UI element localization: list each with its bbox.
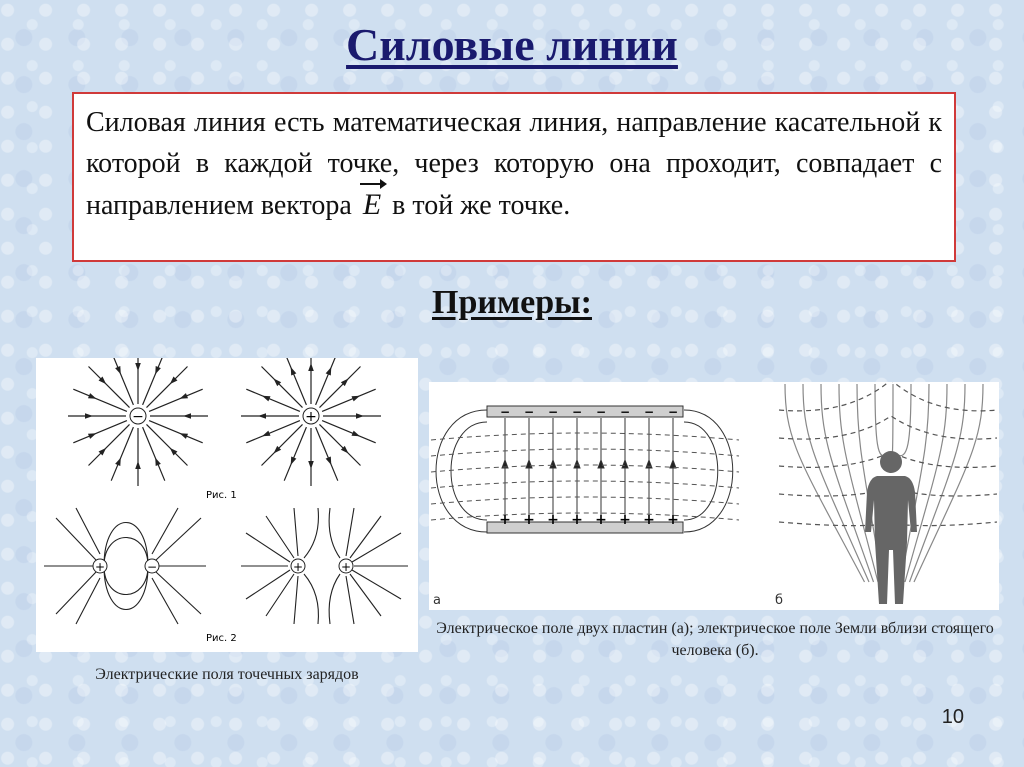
field-arrow bbox=[262, 431, 270, 437]
plate-minus-sign: − bbox=[571, 405, 583, 419]
like-charge-2-sign: + bbox=[340, 560, 352, 574]
earth-field-line bbox=[914, 384, 983, 582]
like-charges-field bbox=[241, 508, 408, 624]
field-line bbox=[246, 421, 300, 443]
field-line bbox=[143, 427, 165, 481]
dipole-field bbox=[44, 508, 206, 624]
right-figure-caption: Электрическое поле двух пластин (а); электрическое поле Земли вблизи стоящего человека (б). bbox=[436, 620, 994, 659]
field-line bbox=[316, 427, 338, 481]
field-arrow bbox=[85, 413, 93, 419]
field-line bbox=[146, 424, 187, 465]
field-arrow bbox=[88, 393, 96, 399]
field-line bbox=[319, 367, 360, 408]
field-arrow bbox=[180, 433, 188, 439]
field-line bbox=[246, 389, 300, 411]
earth-field-line bbox=[803, 384, 869, 582]
definition-text-before: Силовая линия есть математическая линия, направление касательной к которой в каждой точке, через которую она проходит, совпадает с направлением вектора bbox=[86, 107, 942, 221]
field-line bbox=[322, 389, 376, 411]
equipotential-line bbox=[431, 449, 739, 456]
field-arrow bbox=[326, 457, 332, 465]
field-line bbox=[319, 424, 360, 465]
field-arrow bbox=[88, 433, 96, 439]
field-line bbox=[316, 358, 338, 405]
field-arrow bbox=[135, 461, 141, 469]
field-arrow bbox=[258, 413, 266, 419]
field-arrow bbox=[155, 458, 161, 466]
plate-plus-sign: + bbox=[499, 512, 511, 528]
plate-field-arrow bbox=[646, 460, 652, 468]
earth-equipotential-line bbox=[779, 416, 997, 439]
plate-plus-sign: + bbox=[595, 512, 607, 528]
field-line bbox=[284, 358, 306, 405]
slide-title: Силовые линии bbox=[346, 19, 678, 70]
field-arrow bbox=[352, 431, 360, 437]
field-arrow bbox=[308, 461, 314, 469]
field-line bbox=[89, 367, 130, 408]
fig2-label: Рис. 2 bbox=[206, 633, 237, 644]
field-arrow bbox=[291, 457, 297, 465]
field-arrow bbox=[115, 458, 121, 466]
equipotential-line bbox=[431, 481, 739, 488]
plate-minus-sign: − bbox=[523, 405, 535, 419]
point-charges-figure bbox=[36, 358, 418, 652]
field-line bbox=[73, 421, 127, 443]
plate-plus-sign: + bbox=[547, 512, 559, 528]
negative-charge-sign: − bbox=[132, 409, 144, 425]
like-charge-1-sign: + bbox=[292, 560, 304, 574]
fig1-label: Рис. 1 bbox=[206, 490, 237, 501]
field-line bbox=[146, 367, 187, 408]
plate-plus-sign: + bbox=[643, 512, 655, 528]
plate-minus-sign: − bbox=[667, 405, 679, 419]
plate-field-arrow bbox=[526, 460, 532, 468]
field-line bbox=[143, 358, 165, 405]
earth-field-line bbox=[892, 384, 894, 456]
earth-field-line bbox=[896, 384, 911, 456]
field-line bbox=[322, 421, 376, 443]
field-arrow bbox=[135, 363, 141, 371]
plate-minus-sign: − bbox=[547, 405, 559, 419]
earth-field-line bbox=[910, 384, 966, 582]
definition-text-after: в той же точке. bbox=[392, 190, 571, 221]
plate-vertical-lines bbox=[502, 418, 676, 521]
examples-heading: Примеры: bbox=[432, 284, 592, 321]
dipole-minus-sign: − bbox=[146, 560, 158, 574]
plate-plus-sign: + bbox=[571, 512, 583, 528]
field-line bbox=[111, 427, 133, 481]
field-line bbox=[149, 389, 203, 411]
field-arrow bbox=[352, 396, 360, 402]
field-arrow bbox=[308, 363, 314, 371]
field-arrow bbox=[180, 393, 188, 399]
left-figure-caption: Электрические поля точечных зарядов bbox=[95, 666, 359, 683]
plate-plus-sign: + bbox=[523, 512, 535, 528]
field-line bbox=[284, 427, 306, 481]
field-line bbox=[149, 421, 203, 443]
plate-minus-sign: − bbox=[619, 405, 631, 419]
label-a: а bbox=[433, 593, 441, 608]
page-number: 10 bbox=[941, 706, 964, 728]
plate-minus-sign: − bbox=[595, 405, 607, 419]
positive-charge-sign: + bbox=[305, 409, 317, 425]
field-arrow bbox=[183, 413, 191, 419]
plate-minus-sign: − bbox=[499, 405, 511, 419]
plate-plus-sign: + bbox=[619, 512, 631, 528]
plate-field-arrow bbox=[550, 460, 556, 468]
dipole-plus-sign: + bbox=[94, 560, 106, 574]
field-arrow bbox=[115, 366, 121, 374]
equipotential-lines bbox=[431, 433, 739, 520]
plate-field-arrow bbox=[598, 460, 604, 468]
plate-minus-sign: − bbox=[643, 405, 655, 419]
plate-field-lines bbox=[436, 410, 733, 532]
field-arrow bbox=[262, 396, 270, 402]
equipotential-line bbox=[431, 465, 739, 472]
plates-and-human-figure bbox=[429, 382, 999, 610]
field-arrow bbox=[155, 366, 161, 374]
field-line bbox=[73, 389, 127, 411]
plate-field-arrow bbox=[670, 460, 676, 468]
definition-box bbox=[72, 92, 956, 262]
plate-field-arrow bbox=[622, 460, 628, 468]
plates-human-diagram bbox=[429, 382, 999, 610]
field-line bbox=[111, 358, 133, 405]
vector-e-symbol: E bbox=[363, 184, 381, 225]
plate-field-arrow bbox=[574, 460, 580, 468]
equipotential-line bbox=[431, 433, 739, 440]
point-charges-diagram bbox=[36, 358, 418, 652]
definition-text bbox=[86, 102, 942, 226]
field-arrow bbox=[356, 413, 364, 419]
label-b: б bbox=[775, 593, 784, 608]
field-line bbox=[262, 367, 303, 408]
field-line bbox=[262, 424, 303, 465]
equipotential-line bbox=[431, 497, 739, 504]
field-arrow bbox=[291, 367, 297, 375]
field-arrow bbox=[326, 367, 332, 375]
field-line bbox=[89, 424, 130, 465]
plate-plus-sign: + bbox=[667, 512, 679, 528]
